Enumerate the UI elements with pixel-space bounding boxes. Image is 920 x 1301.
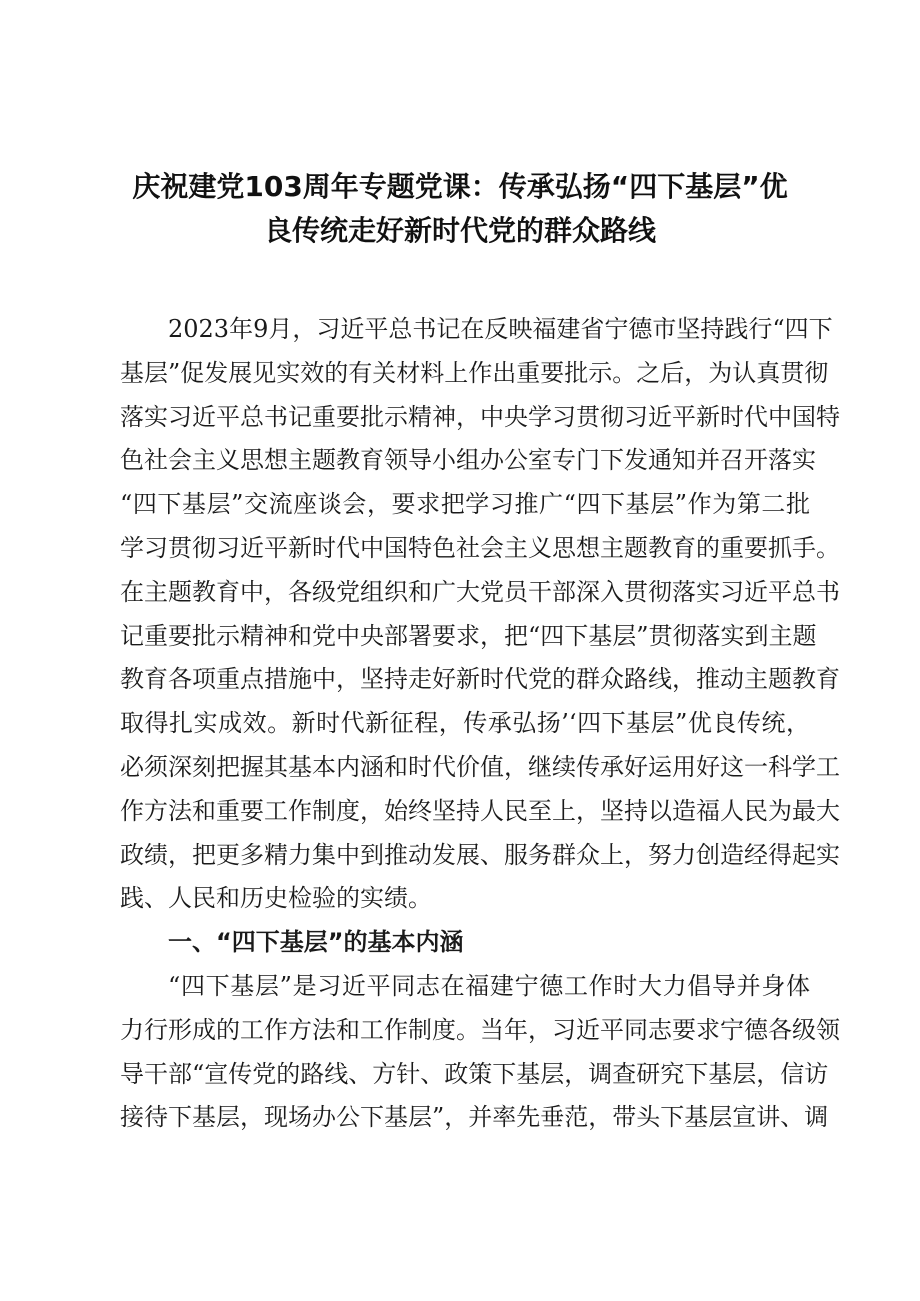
document-title	[120, 165, 800, 253]
paragraph-line: “四下基层”是习近平同志在福建宁德工作时大力倡导并身体	[168, 971, 810, 1000]
paragraph-line: 接待下基层，现场办公下基层”，并率先垂范，带头下基层宣讲、调	[120, 1103, 829, 1132]
paragraph-line: 践、人民和历史检验的实绩。	[120, 884, 432, 913]
paragraph-line: 2023年9月，习近平总书记在反映福建省宁德市坚持践行“四下	[168, 315, 833, 343]
document-body	[120, 308, 840, 1140]
paragraph-line: 力行形成的工作方法和工作制度。当年，习近平同志要求宁德各级领	[120, 1015, 840, 1044]
paragraph-line: 色社会主义思想主题教育领导小组办公室专门下发通知并召开落实	[120, 446, 816, 475]
paragraph-line: 导干部“宣传党的路线、方针、政策下基层，调查研究下基层，信访	[120, 1059, 829, 1088]
paragraph-line: 政绩，把更多精力集中到推动发展、服务群众上，努力创造经得起实	[120, 840, 840, 869]
paragraph-line: “四下基层”交流座谈会，要求把学习推广“四下基层”作为第二批	[120, 490, 810, 519]
paragraph-line: 作方法和重要工作制度，始终坚持人民至上，坚持以造福人民为最大	[120, 796, 840, 825]
paragraph-line: 学习贯彻习近平新时代中国特色社会主义思想主题教育的重要抓手。	[120, 533, 840, 562]
paragraph-line: 取得扎实成效。新时代新征程，传承弘扬’‘四下基层”优良传统，	[120, 709, 810, 738]
paragraph-line: 必须深刻把握其基本内涵和时代价值，继续传承好运用好这一科学工	[120, 752, 840, 781]
paragraph-line: 落实习近平总书记重要批示精神，中央学习贯彻习近平新时代中国特	[120, 402, 840, 431]
paragraph-line: 基层”促发展见实效的有关材料上作出重要批示。之后，为认真贯彻	[120, 358, 829, 387]
paragraph-line: 记重要批示精神和党中央部署要求，把“四下基层”贯彻落实到主题	[120, 621, 817, 650]
paragraph-2	[120, 965, 840, 1140]
section-heading: 一、“四下基层”的基本内涵	[168, 928, 464, 957]
title-line: 庆祝建党103周年专题党课：传承弘扬“四下基层”优	[132, 170, 788, 203]
paragraph-1	[120, 308, 840, 921]
title-line: 良传统走好新时代党的群众路线	[263, 214, 656, 247]
paragraph-line: 在主题教育中，各级党组织和广大党员干部深入贯彻落实习近平总书	[120, 577, 840, 606]
paragraph-line: 教育各项重点措施中，坚持走好新时代党的群众路线，推动主题教育	[120, 665, 840, 694]
